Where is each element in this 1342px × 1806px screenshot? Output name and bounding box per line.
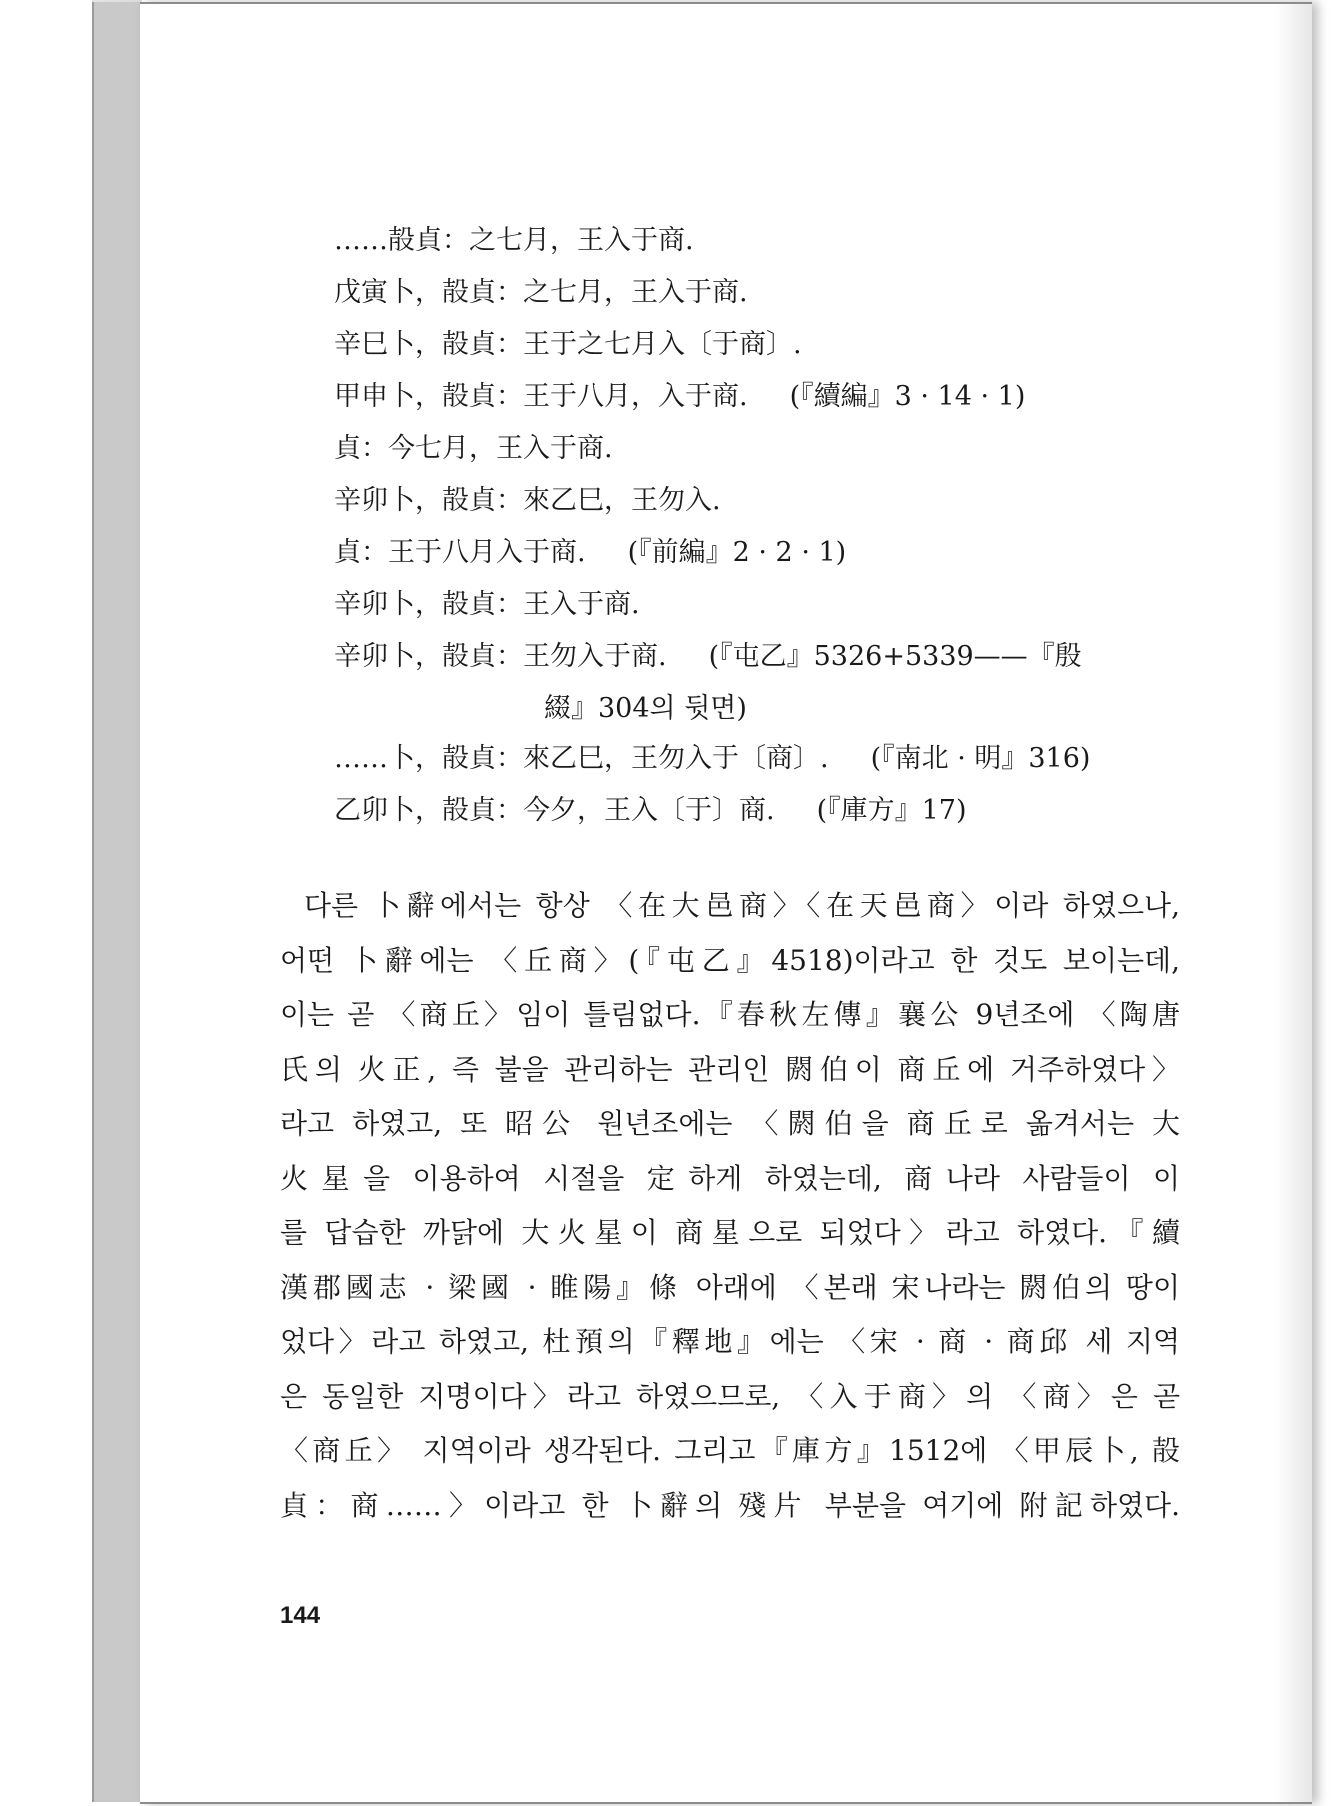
quote-text: 甲申卜，㱿貞：王于八月，入于商. [334,381,748,412]
quote-line [334,634,1224,686]
paragraph-line: 氏의 火正, 즉 불을 관리하는 관리인 閼伯이 商丘에 거주하였다〉 [280,1052,1180,1086]
oracle-inscription-quotes [334,218,1224,840]
book-page [140,2,1312,1804]
quote-line [334,322,1224,374]
quote-line [334,530,1224,582]
quote-text: 辛巳卜，㱿貞：王于之七月入〔于商〕. [334,329,802,360]
paragraph-line: 漢郡國志 · 梁國 · 睢陽』條 아래에 〈본래 宋나라는 閼伯의 땅이 [280,1270,1180,1304]
page-content [140,4,1312,1802]
quote-text: 貞：今七月，王入于商. [334,433,613,464]
quote-text: ……㱿貞：之七月，王入于商. [334,225,694,256]
quote-text: 貞：王于八月入于商. [334,537,586,568]
quote-line [334,270,1224,322]
paragraph-line: 어떤 卜辭에는 〈丘商〉(『屯乙』4518)이라고 한 것도 보이는데, [280,943,1180,977]
paragraph-line: 라고 하였고, 또 昭公 원년조에는 〈閼伯을 商丘로 옮겨서는 大 [280,1107,1180,1140]
paragraph-line: 었다〉라고 하였고, 杜預의『釋地』에는 〈宋 · 商 · 商邱 세 지역 [280,1325,1180,1358]
quote-source-reference: (『庫方』17) [816,795,967,826]
quote-text: 辛卯卜，㱿貞：王勿入于商. [334,641,667,672]
quote-line [334,686,1224,736]
quote-text: ……卜，㱿貞：來乙巳，王勿入于〔商〕. [334,743,829,774]
paragraph-line: 를 답습한 까닭에 大火星이 商星으로 되었다〉라고 하였다.『續 [280,1216,1180,1249]
quote-source-reference: (『續編』3 · 14 · 1) [789,381,1026,412]
paragraph-line: 〈商丘〉 지역이라 생각된다. 그리고『庫方』1512에 〈甲辰卜, 㱿 [280,1434,1180,1467]
quote-text: 綴』304의 뒷면) [544,693,747,724]
quote-text: 乙卯卜，㱿貞：今夕，王入〔于〕商. [334,795,775,826]
book-spine [92,2,144,1802]
quote-line [334,788,1224,840]
paragraph-line: 이는 곧 〈商丘〉임이 틀림없다.『春秋左傳』襄公 9년조에 〈陶唐 [280,998,1180,1031]
paragraph-line: 貞：商……〉이라고 한 卜辭의 殘片 부분을 여기에 附記하였다. [280,1488,1180,1522]
paragraph-line: 다른 卜辭에서는 항상 〈在大邑商〉〈在天邑商〉이라 하였으나, [304,889,1180,922]
quote-text: 辛卯卜，㱿貞：王入于商. [334,589,640,620]
paragraph-line: 은 동일한 지명이다〉라고 하였으므로, 〈入于商〉의 〈商〉은 곧 [280,1379,1180,1413]
paragraph-line: 火星을 이용하여 시절을 定하게 하였는데, 商나라 사람들이 이 [280,1161,1180,1195]
quote-line [334,582,1224,634]
body-paragraph [280,884,1180,1538]
quote-line [334,426,1224,478]
page-number: 144 [280,1602,321,1629]
quote-line [334,218,1224,270]
quote-source-reference: (『屯乙』5326+5339——『殷 [708,641,1082,672]
quote-line [334,478,1224,530]
quote-text: 戊寅卜，㱿貞：之七月，王入于商. [334,277,748,308]
quote-source-reference: (『前編』2 · 2 · 1) [627,537,847,568]
quote-text: 辛卯卜，㱿貞：來乙巳，王勿入. [334,485,721,516]
quote-line [334,736,1224,788]
quote-source-reference: (『南北 · 明』316) [870,743,1091,774]
quote-line [334,374,1224,426]
